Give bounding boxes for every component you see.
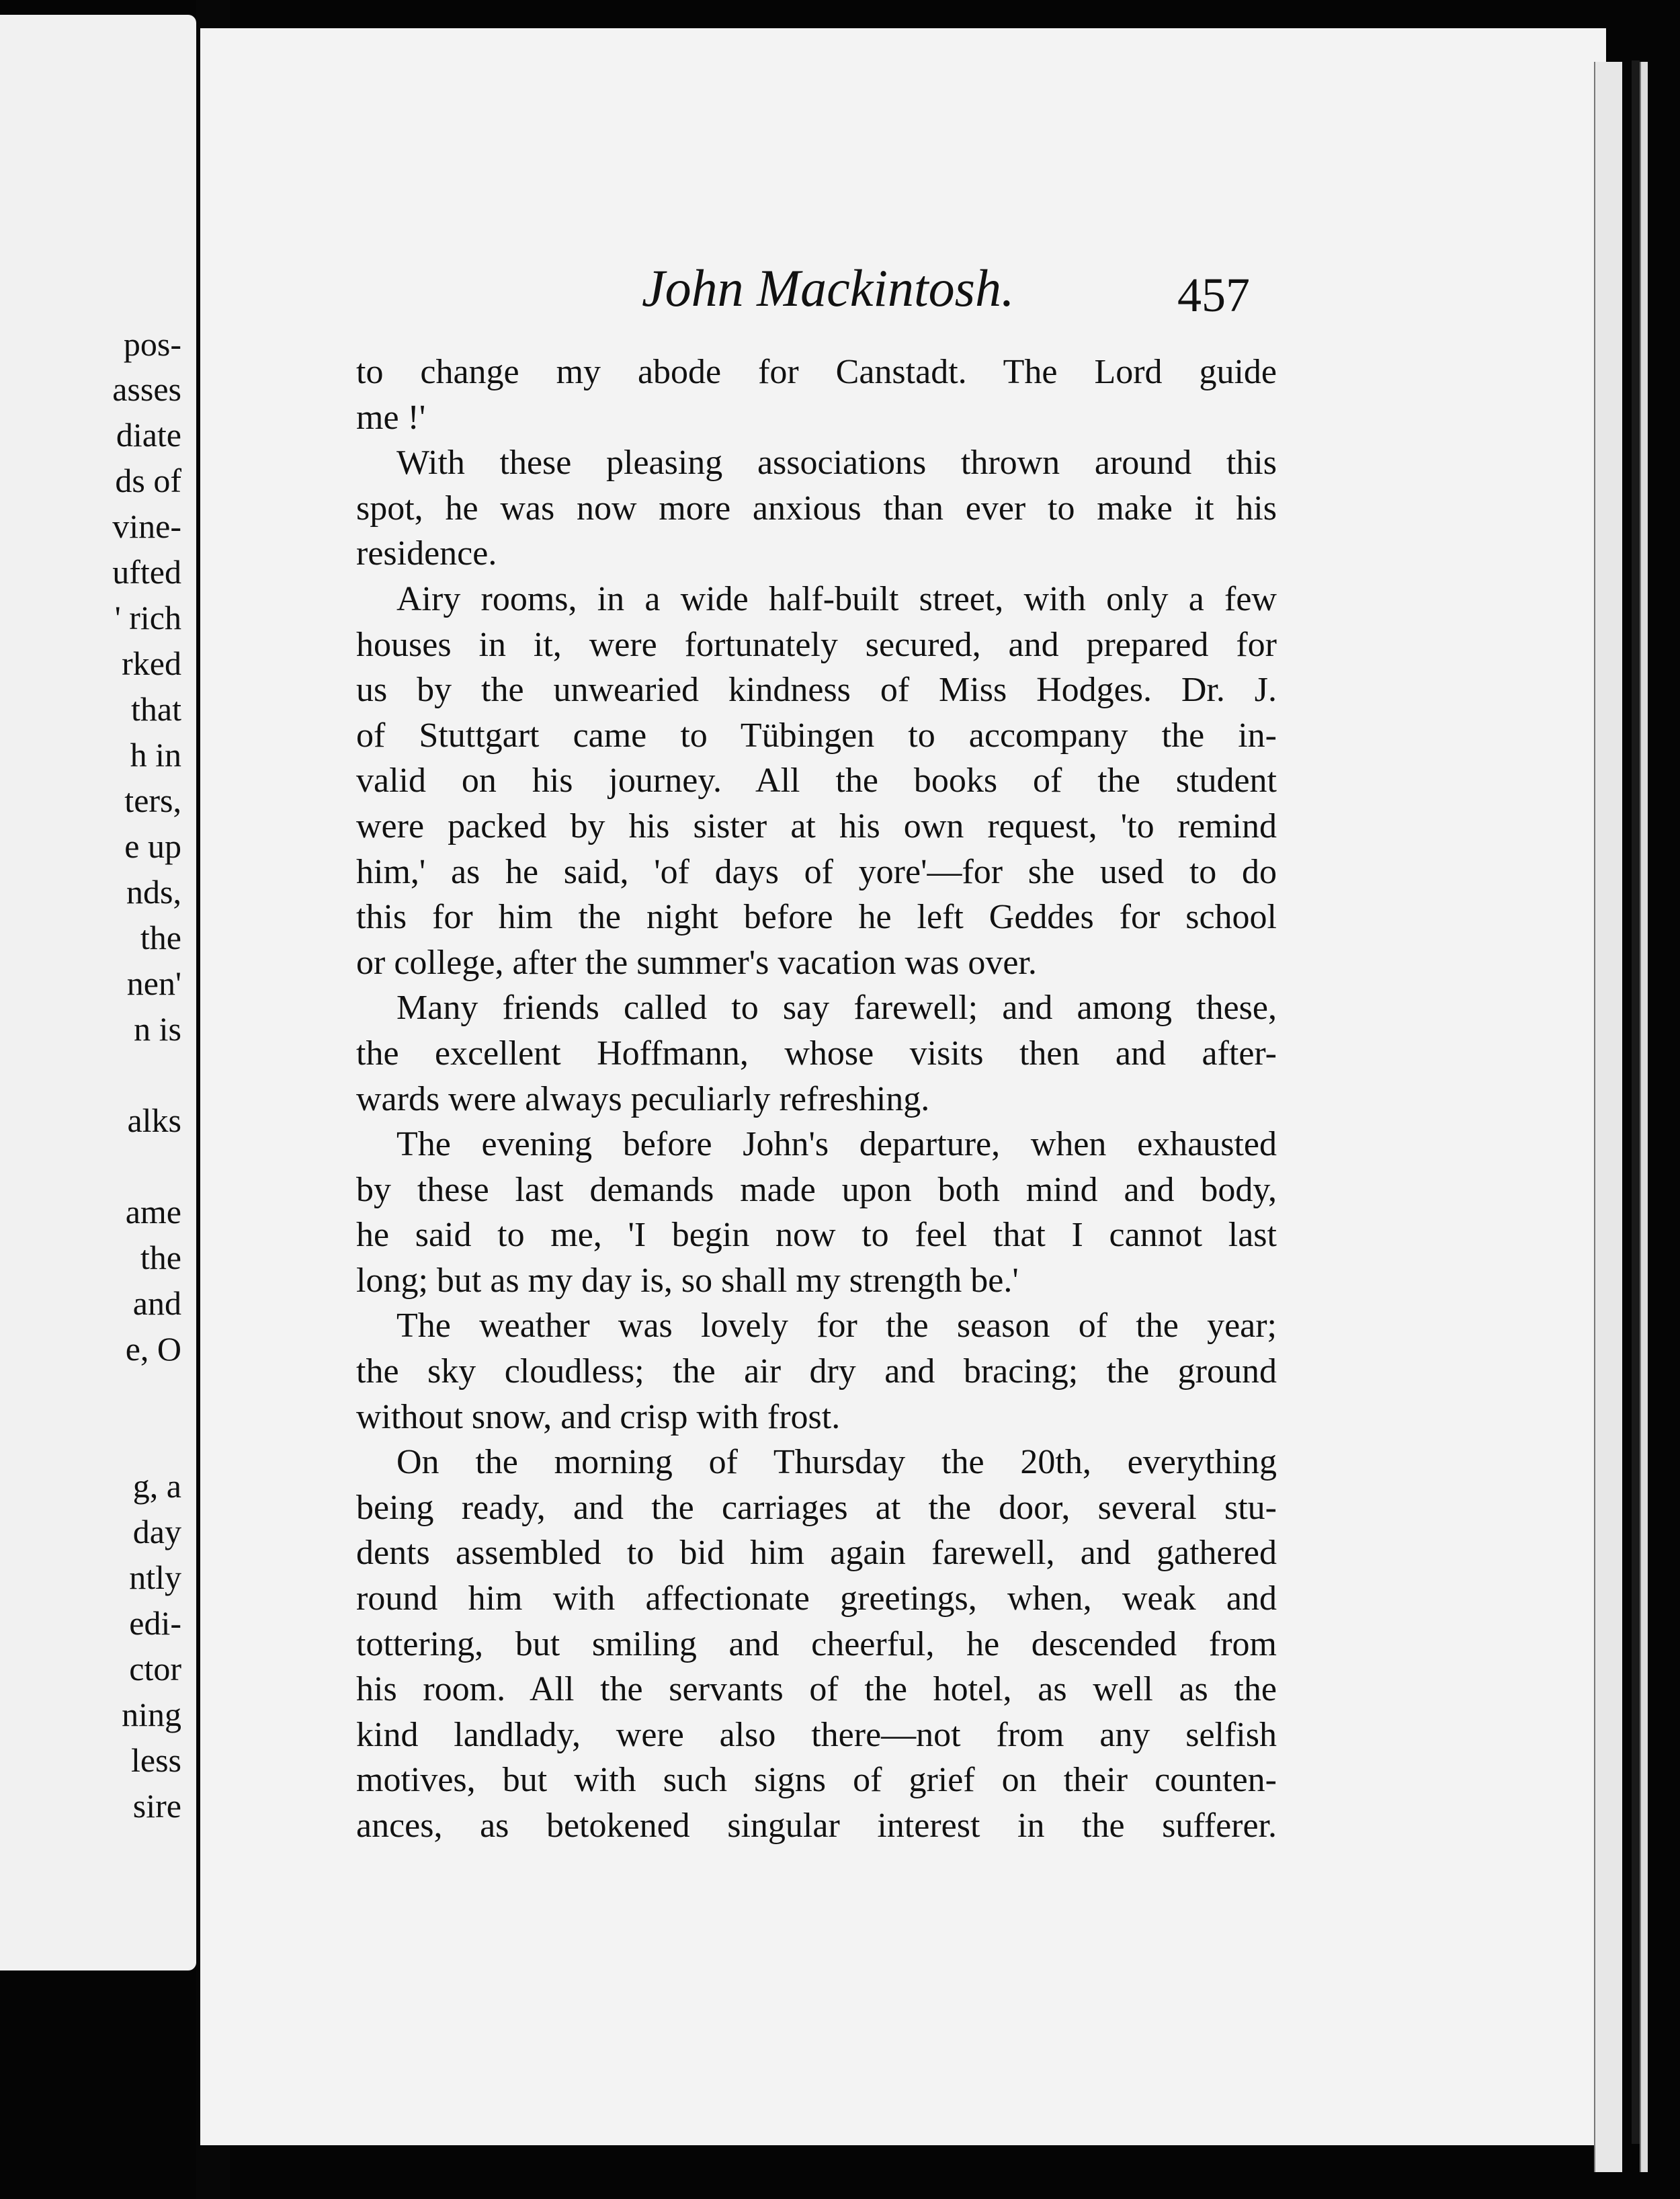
text-line: were packed by his sister at his own request, 'to remind — [356, 806, 1277, 845]
text-line: him,' as he said, 'of days of yore'—for she used to do — [356, 852, 1277, 891]
left-page-line: sire — [132, 1787, 181, 1825]
left-page-line: g, a — [132, 1467, 181, 1505]
text-line: residence. — [356, 534, 497, 573]
text-line: the sky cloudless; the air dry and bracing; the ground — [356, 1352, 1277, 1391]
text-line: me !' — [356, 398, 426, 437]
left-page-line: that — [131, 690, 181, 728]
text-line: spot, he was now more anxious than ever to make it his — [356, 489, 1277, 528]
text-line: this for him the night before he left Geddes for school — [356, 898, 1277, 937]
left-page-line: nds, — [126, 873, 181, 911]
text-line: On the morning of Thursday the 20th, everything — [396, 1443, 1277, 1482]
text-line: he said to me, 'I begin now to feel that I cannot last — [356, 1216, 1277, 1255]
left-facing-page — [0, 15, 196, 1970]
text-line: the excellent Hoffmann, whose visits then and after- — [356, 1034, 1277, 1073]
left-page-line: less — [131, 1741, 181, 1779]
left-page-line: day — [132, 1513, 181, 1550]
text-line: round him with affectionate greetings, when, weak and — [356, 1579, 1277, 1618]
left-page-line: edi- — [129, 1604, 181, 1642]
left-page-line: ters, — [124, 782, 181, 819]
text-line: motives, but with such signs of grief on their counten- — [356, 1761, 1277, 1800]
text-line: tottering, but smiling and cheerful, he descended from — [356, 1624, 1277, 1663]
text-line: long; but as my day is, so shall my strength be.' — [356, 1261, 1019, 1300]
left-page-line: h in — [130, 736, 181, 774]
text-line: to change my abode for Canstadt. The Lord guide — [356, 353, 1277, 391]
left-page-line: ufted — [112, 553, 181, 591]
left-page-line: nen' — [126, 964, 181, 1002]
text-line: houses in it, were fortunately secured, and prepared for — [356, 625, 1277, 664]
text-line: The weather was lovely for the season of the year; — [396, 1306, 1277, 1345]
running-title: John Mackintosh. — [642, 259, 1015, 317]
left-page-line: n is — [134, 1010, 181, 1048]
text-line: his room. All the servants of the hotel, as well as the — [356, 1670, 1277, 1709]
left-page-line: pos- — [123, 325, 181, 363]
text-line: without snow, and crisp with frost. — [356, 1397, 841, 1436]
text-line: of Stuttgart came to Tübingen to accompany the in- — [356, 716, 1277, 755]
text-line: valid on his journey. All the books of the student — [356, 761, 1277, 800]
text-line: or college, after the summer's vacation was over. — [356, 943, 1037, 982]
text-line: Airy rooms, in a wide half-built street, with only a few — [396, 579, 1277, 618]
left-page-line: ame — [125, 1193, 181, 1231]
page-number: 457 — [1177, 268, 1250, 322]
text-line: ances, as betokened singular interest in the sufferer. — [356, 1807, 1277, 1845]
left-page-line: e up — [124, 827, 181, 865]
left-page-line: rked — [122, 645, 181, 682]
text-line: With these pleasing associations thrown around this — [396, 444, 1277, 483]
left-page-line: vine- — [112, 507, 181, 545]
left-page-line: e, O — [125, 1330, 181, 1368]
left-page-line: ctor — [129, 1650, 181, 1688]
left-page-line: ning — [122, 1696, 181, 1733]
left-page-line: the — [140, 1239, 181, 1276]
left-page-line: diate — [116, 416, 181, 454]
left-page-line: asses — [112, 370, 181, 408]
left-page-line: the — [140, 919, 181, 956]
text-line: kind landlady, were also there—not from any selfish — [356, 1715, 1277, 1754]
text-line: wards were always peculiarly refreshing. — [356, 1079, 930, 1118]
text-line: being ready, and the carriages at the door, several stu- — [356, 1488, 1277, 1527]
text-line: dents assembled to bid him again farewell, and gathered — [356, 1534, 1277, 1573]
page-edge — [1594, 62, 1622, 2172]
text-line: The evening before John's departure, when exhausted — [396, 1125, 1277, 1164]
left-page-line: alks — [127, 1102, 181, 1139]
page-edge-shadow — [1632, 60, 1640, 2144]
text-line: by these last demands made upon both mind and body, — [356, 1170, 1277, 1209]
left-page-line: and — [132, 1284, 181, 1322]
text-line: Many friends called to say farewell; and among these, — [396, 989, 1277, 1028]
left-page-line: ' rich — [114, 599, 181, 636]
left-page-line: ds of — [115, 462, 181, 499]
body-text — [356, 349, 1277, 1849]
text-line: us by the unwearied kindness of Miss Hodges. Dr. J. — [356, 671, 1277, 710]
page-edge — [1640, 62, 1648, 2172]
left-page-line: ntly — [129, 1559, 181, 1596]
